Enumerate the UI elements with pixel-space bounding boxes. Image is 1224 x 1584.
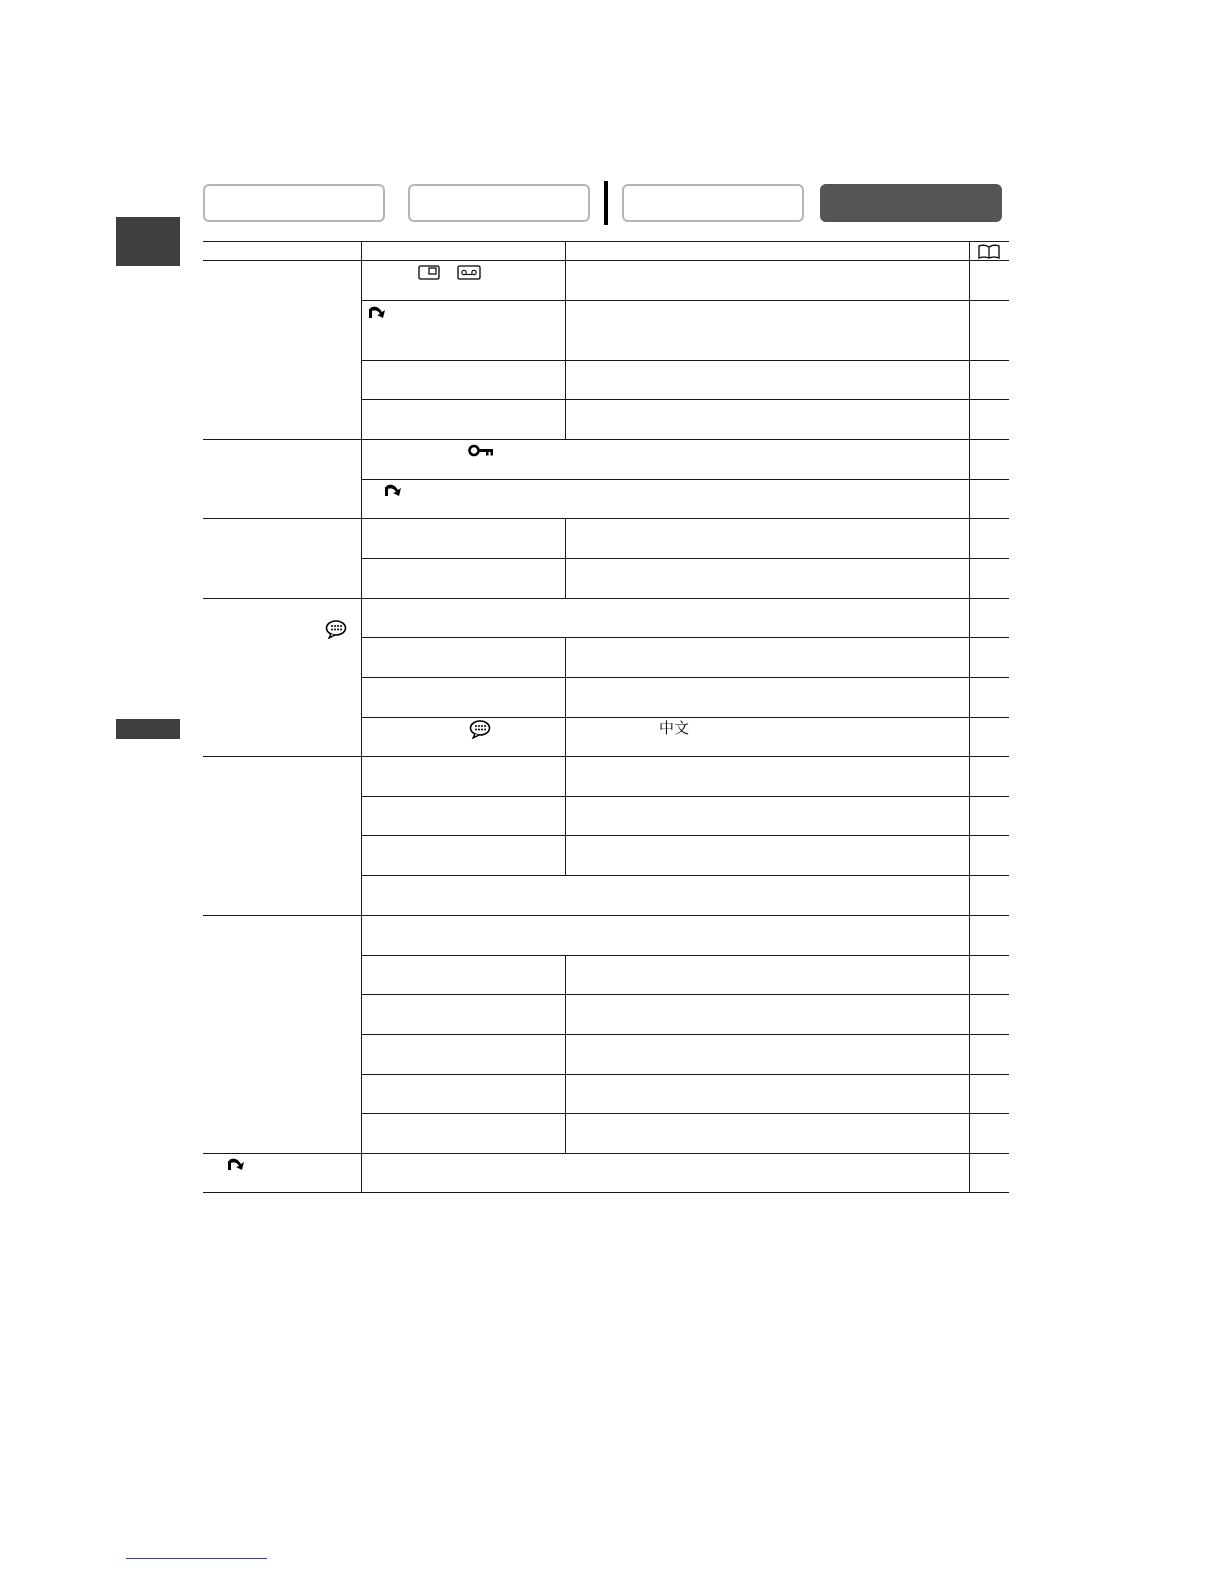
group-divider (203, 518, 1009, 519)
custom-key-icon (468, 444, 494, 457)
row-divider (362, 1034, 1009, 1035)
group-divider (203, 756, 1009, 757)
row-divider (362, 360, 1009, 361)
row-divider (362, 637, 1009, 638)
curved-arrow-icon (226, 1155, 246, 1171)
row-divider (362, 835, 1009, 836)
row-divider (362, 1074, 1009, 1075)
table-bottom (203, 1192, 1009, 1193)
column-divider-2 (565, 518, 566, 598)
group-divider (203, 439, 1009, 440)
row-divider (362, 479, 1009, 480)
row-divider (362, 677, 1009, 678)
curved-arrow-icon (367, 303, 387, 319)
column-divider-2 (565, 637, 566, 756)
footer-link-underline[interactable] (126, 1558, 267, 1559)
row-divider (362, 955, 1009, 956)
row-divider (362, 994, 1009, 995)
column-divider-2 (565, 756, 566, 875)
column-divider-1 (361, 241, 362, 1193)
table-header-top (203, 241, 1009, 242)
tab-2[interactable] (408, 184, 590, 222)
group-divider (203, 1153, 1009, 1154)
curved-arrow-icon (383, 481, 403, 497)
tab-divider (604, 181, 608, 225)
speech-bubble-icon (325, 620, 347, 639)
book-icon (978, 244, 1000, 259)
memory-card-icon (418, 265, 440, 280)
tab-3[interactable] (622, 184, 804, 222)
row-divider (362, 399, 1009, 400)
tape-cassette-icon (457, 265, 481, 280)
section-thumb-tab (116, 217, 180, 266)
language-option-chinese: 中文 (659, 719, 690, 737)
column-divider-page (969, 241, 970, 1193)
group-divider (203, 915, 1009, 916)
section-thumb-marker (116, 719, 180, 739)
table-header-bottom (203, 260, 1009, 261)
row-divider (362, 1113, 1009, 1114)
column-divider-2 (565, 955, 566, 1153)
column-divider-2 (565, 241, 566, 439)
speech-bubble-icon (469, 720, 491, 739)
group-divider (203, 598, 1009, 599)
row-divider (362, 875, 1009, 876)
row-divider (362, 717, 1009, 718)
row-divider (362, 796, 1009, 797)
tab-4-active[interactable] (820, 184, 1002, 222)
tab-1[interactable] (203, 184, 385, 222)
row-divider (362, 300, 1009, 301)
row-divider (362, 558, 1009, 559)
